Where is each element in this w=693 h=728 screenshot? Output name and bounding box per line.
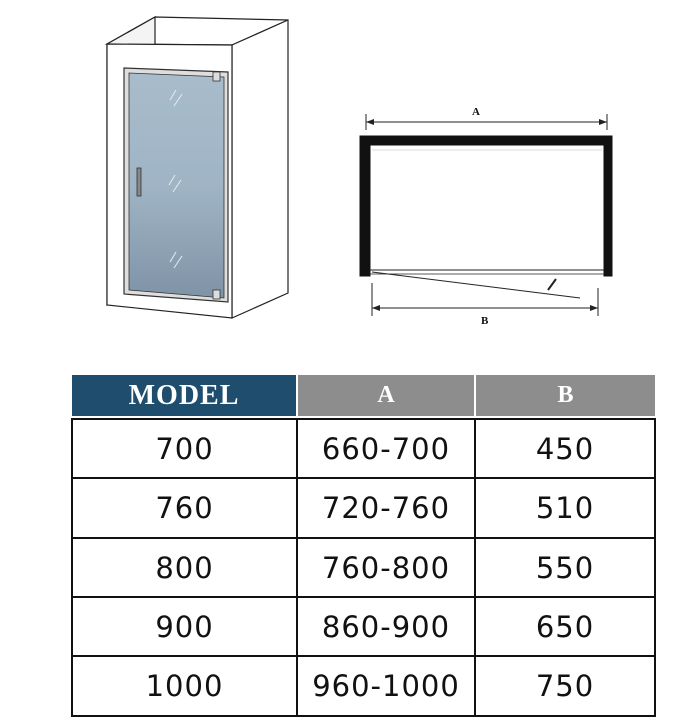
table-row	[72, 478, 655, 538]
table-row	[72, 419, 655, 478]
header-b: B	[475, 375, 655, 416]
model-dimensions-table	[71, 375, 656, 717]
cell-a: 860-900	[297, 597, 475, 656]
cell-b: 650	[475, 597, 655, 656]
cell-model: 900	[72, 597, 297, 656]
dimension-a-label: A	[472, 106, 480, 118]
enclosure-walls-plan	[360, 136, 612, 276]
cell-a: 660-700	[297, 419, 475, 478]
table-row	[72, 597, 655, 656]
table-header-row	[72, 375, 655, 416]
cell-model: 800	[72, 538, 297, 597]
cell-b: 750	[475, 656, 655, 716]
cell-b: 550	[475, 538, 655, 597]
cell-a: 720-760	[297, 478, 475, 538]
dimension-b-label: B	[481, 315, 489, 327]
cell-b: 510	[475, 478, 655, 538]
plan-view-diagram	[0, 0, 693, 340]
header-model: MODEL	[72, 375, 297, 416]
header-a: A	[297, 375, 475, 416]
cell-b: 450	[475, 419, 655, 478]
cell-model: 1000	[72, 656, 297, 716]
cell-a: 760-800	[297, 538, 475, 597]
cell-model: 760	[72, 478, 297, 538]
door-swing-arrow	[548, 279, 556, 290]
cell-model: 700	[72, 419, 297, 478]
cell-a: 960-1000	[297, 656, 475, 716]
table-row	[72, 538, 655, 597]
door-swing-line	[372, 272, 580, 298]
table-row	[72, 656, 655, 716]
